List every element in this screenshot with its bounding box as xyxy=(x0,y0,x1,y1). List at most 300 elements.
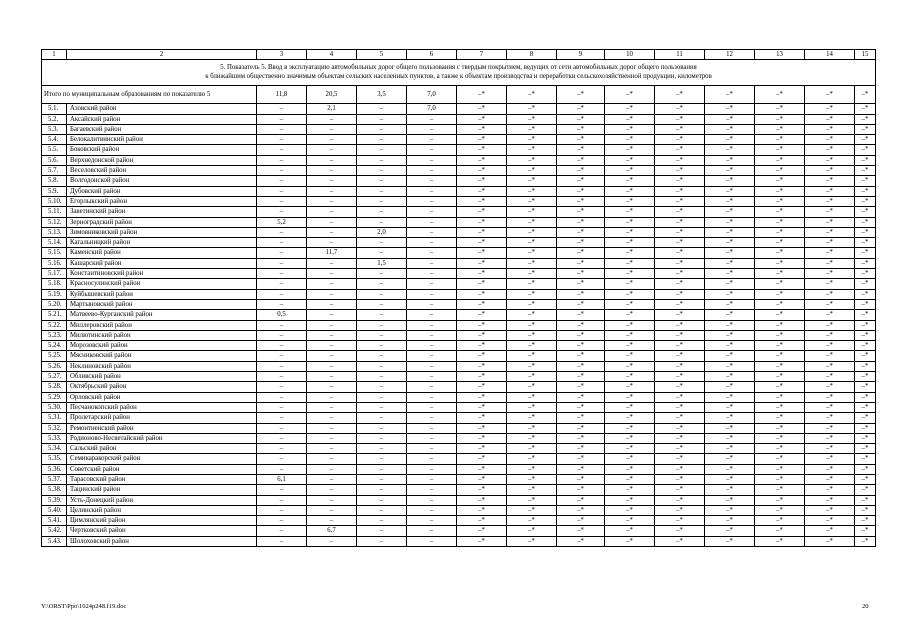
row-value: – xyxy=(357,505,407,515)
row-blank-value: –* xyxy=(507,269,557,279)
row-value: – xyxy=(257,258,307,268)
row-blank-value: –* xyxy=(705,423,755,433)
district-name: Аксайский район xyxy=(67,114,257,124)
row-number: 5.43. xyxy=(42,536,67,546)
row-number: 5.19. xyxy=(42,289,67,299)
row-blank-value: –* xyxy=(457,196,507,206)
row-value: – xyxy=(257,413,307,423)
row-blank-value: –* xyxy=(605,155,655,165)
row-blank-value: –* xyxy=(557,382,605,392)
row-blank-value: –* xyxy=(705,114,755,124)
row-blank-value: –* xyxy=(855,361,876,371)
row-blank-value: –* xyxy=(805,104,855,114)
row-number: 5.30. xyxy=(42,402,67,412)
row-blank-value: –* xyxy=(655,382,705,392)
row-blank-value: –* xyxy=(855,166,876,176)
table-row xyxy=(42,474,876,484)
row-blank-value: –* xyxy=(655,310,705,320)
row-blank-value: –* xyxy=(655,351,705,361)
column-number-6: 6 xyxy=(407,50,457,60)
row-value: – xyxy=(257,444,307,454)
row-blank-value: –* xyxy=(755,505,805,515)
row-blank-value: –* xyxy=(755,114,805,124)
row-number: 5.25. xyxy=(42,351,67,361)
row-value: – xyxy=(407,423,457,433)
row-blank-value: –* xyxy=(557,248,605,258)
row-blank-value: –* xyxy=(507,155,557,165)
total-value: 3,5 xyxy=(357,86,407,104)
row-blank-value: –* xyxy=(557,392,605,402)
row-blank-value: –* xyxy=(655,145,705,155)
row-blank-value: –* xyxy=(805,310,855,320)
row-blank-value: –* xyxy=(557,289,605,299)
table-row xyxy=(42,269,876,279)
column-number-14: 14 xyxy=(805,50,855,60)
table-row xyxy=(42,248,876,258)
row-blank-value: –* xyxy=(605,166,655,176)
row-blank-value: –* xyxy=(605,104,655,114)
row-value: – xyxy=(407,485,457,495)
district-name: Песчанокопский район xyxy=(67,402,257,412)
row-blank-value: –* xyxy=(557,196,605,206)
row-blank-value: –* xyxy=(755,372,805,382)
row-blank-value: –* xyxy=(755,207,805,217)
row-blank-value: –* xyxy=(705,104,755,114)
row-value: – xyxy=(357,320,407,330)
column-number-5: 5 xyxy=(357,50,407,60)
row-blank-value: –* xyxy=(805,238,855,248)
row-blank-value: –* xyxy=(705,382,755,392)
row-blank-value: –* xyxy=(805,372,855,382)
row-blank-value: –* xyxy=(507,104,557,114)
row-blank-value: –* xyxy=(805,135,855,145)
row-blank-value: –* xyxy=(507,186,557,196)
row-value: – xyxy=(307,495,357,505)
row-value: – xyxy=(307,145,357,155)
row-value: – xyxy=(257,279,307,289)
row-blank-value: –* xyxy=(855,444,876,454)
total-value: 7,0 xyxy=(407,86,457,104)
district-name: Красносулинский район xyxy=(67,279,257,289)
row-blank-value: –* xyxy=(705,299,755,309)
row-blank-value: –* xyxy=(705,279,755,289)
row-blank-value: –* xyxy=(605,382,655,392)
row-blank-value: –* xyxy=(805,382,855,392)
row-blank-value: –* xyxy=(805,124,855,134)
row-value: – xyxy=(257,248,307,258)
row-blank-value: –* xyxy=(655,196,705,206)
row-number: 5.40. xyxy=(42,505,67,515)
row-blank-value: –* xyxy=(755,536,805,546)
row-blank-value: –* xyxy=(507,474,557,484)
row-value: 6,7 xyxy=(307,526,357,536)
row-blank-value: –* xyxy=(507,351,557,361)
total-value: –* xyxy=(605,86,655,104)
district-name: Октябрьский район xyxy=(67,382,257,392)
row-blank-value: –* xyxy=(705,505,755,515)
row-blank-value: –* xyxy=(457,536,507,546)
row-blank-value: –* xyxy=(457,166,507,176)
row-value: – xyxy=(357,310,407,320)
table-row xyxy=(42,166,876,176)
footer-file-path: Y:\ORST\Ppo\1024p248.f19.doc xyxy=(41,603,127,610)
row-value: – xyxy=(307,392,357,402)
table-row xyxy=(42,495,876,505)
district-name: Багаевский район xyxy=(67,124,257,134)
row-number: 5.21. xyxy=(42,310,67,320)
row-blank-value: –* xyxy=(457,516,507,526)
row-blank-value: –* xyxy=(705,444,755,454)
row-blank-value: –* xyxy=(655,392,705,402)
title-row xyxy=(42,60,876,86)
row-value: – xyxy=(357,196,407,206)
row-value: – xyxy=(407,299,457,309)
row-value: – xyxy=(257,423,307,433)
row-value: – xyxy=(257,392,307,402)
total-value: –* xyxy=(507,86,557,104)
row-blank-value: –* xyxy=(755,258,805,268)
row-number: 5.39. xyxy=(42,495,67,505)
row-value: – xyxy=(307,186,357,196)
row-blank-value: –* xyxy=(507,176,557,186)
row-value: – xyxy=(307,310,357,320)
row-value: – xyxy=(407,505,457,515)
row-value: – xyxy=(407,413,457,423)
table-row xyxy=(42,145,876,155)
row-value: – xyxy=(257,289,307,299)
district-name: Белокалитвинский район xyxy=(67,135,257,145)
row-blank-value: –* xyxy=(605,186,655,196)
row-blank-value: –* xyxy=(605,495,655,505)
row-blank-value: –* xyxy=(655,289,705,299)
row-blank-value: –* xyxy=(805,495,855,505)
row-blank-value: –* xyxy=(507,444,557,454)
document-sheet xyxy=(41,49,875,547)
row-blank-value: –* xyxy=(507,372,557,382)
row-value: – xyxy=(407,454,457,464)
row-blank-value: –* xyxy=(557,351,605,361)
row-blank-value: –* xyxy=(705,196,755,206)
row-value: – xyxy=(357,248,407,258)
row-blank-value: –* xyxy=(457,372,507,382)
row-blank-value: –* xyxy=(605,196,655,206)
row-blank-value: –* xyxy=(605,423,655,433)
row-value: – xyxy=(307,166,357,176)
row-blank-value: –* xyxy=(855,423,876,433)
row-value: – xyxy=(407,289,457,299)
district-name: Заветинский район xyxy=(67,207,257,217)
row-blank-value: –* xyxy=(705,372,755,382)
row-blank-value: –* xyxy=(655,155,705,165)
row-value: – xyxy=(257,454,307,464)
table-row xyxy=(42,361,876,371)
row-blank-value: –* xyxy=(507,330,557,340)
row-blank-value: –* xyxy=(805,217,855,227)
row-blank-value: –* xyxy=(855,474,876,484)
row-number: 5.35. xyxy=(42,454,67,464)
row-blank-value: –* xyxy=(457,124,507,134)
row-blank-value: –* xyxy=(605,536,655,546)
district-name: Зерноградский район xyxy=(67,217,257,227)
row-blank-value: –* xyxy=(855,186,876,196)
row-value: – xyxy=(407,433,457,443)
row-value: – xyxy=(307,217,357,227)
table-row xyxy=(42,351,876,361)
row-blank-value: –* xyxy=(855,536,876,546)
row-blank-value: –* xyxy=(805,444,855,454)
row-number: 5.33. xyxy=(42,433,67,443)
row-blank-value: –* xyxy=(507,495,557,505)
row-blank-value: –* xyxy=(605,341,655,351)
row-blank-value: –* xyxy=(605,145,655,155)
row-value: – xyxy=(407,330,457,340)
row-blank-value: –* xyxy=(805,207,855,217)
row-blank-value: –* xyxy=(457,351,507,361)
row-blank-value: –* xyxy=(855,392,876,402)
row-blank-value: –* xyxy=(755,310,805,320)
row-blank-value: –* xyxy=(605,330,655,340)
row-blank-value: –* xyxy=(457,485,507,495)
row-blank-value: –* xyxy=(507,145,557,155)
total-value: –* xyxy=(655,86,705,104)
row-blank-value: –* xyxy=(557,207,605,217)
row-blank-value: –* xyxy=(507,258,557,268)
row-value: – xyxy=(257,320,307,330)
row-blank-value: –* xyxy=(557,104,605,114)
row-blank-value: –* xyxy=(457,135,507,145)
row-value: – xyxy=(257,299,307,309)
row-blank-value: –* xyxy=(507,433,557,443)
row-blank-value: –* xyxy=(755,227,805,237)
total-value: –* xyxy=(855,86,876,104)
table-row xyxy=(42,392,876,402)
row-number: 5.27. xyxy=(42,372,67,382)
row-blank-value: –* xyxy=(855,135,876,145)
row-number: 5.22. xyxy=(42,320,67,330)
row-value: – xyxy=(307,227,357,237)
row-blank-value: –* xyxy=(705,320,755,330)
row-value: – xyxy=(407,155,457,165)
row-blank-value: –* xyxy=(755,413,805,423)
row-blank-value: –* xyxy=(457,454,507,464)
row-blank-value: –* xyxy=(557,444,605,454)
total-value: 11,8 xyxy=(257,86,307,104)
row-blank-value: –* xyxy=(855,341,876,351)
column-number-row xyxy=(42,50,876,60)
district-name: Цимлянский район xyxy=(67,516,257,526)
row-blank-value: –* xyxy=(755,382,805,392)
row-blank-value: –* xyxy=(755,135,805,145)
row-blank-value: –* xyxy=(507,485,557,495)
row-blank-value: –* xyxy=(557,186,605,196)
table-row xyxy=(42,227,876,237)
row-value: – xyxy=(407,248,457,258)
row-blank-value: –* xyxy=(507,217,557,227)
row-blank-value: –* xyxy=(655,536,705,546)
row-blank-value: –* xyxy=(805,166,855,176)
row-blank-value: –* xyxy=(605,372,655,382)
row-number: 5.38. xyxy=(42,485,67,495)
column-number-1: 1 xyxy=(42,50,67,60)
row-number: 5.42. xyxy=(42,526,67,536)
row-blank-value: –* xyxy=(655,217,705,227)
row-value: – xyxy=(257,166,307,176)
row-blank-value: –* xyxy=(557,361,605,371)
row-blank-value: –* xyxy=(705,310,755,320)
row-number: 5.17. xyxy=(42,269,67,279)
row-value: – xyxy=(257,402,307,412)
row-blank-value: –* xyxy=(755,526,805,536)
row-value: – xyxy=(307,505,357,515)
row-value: – xyxy=(357,372,407,382)
row-value: – xyxy=(307,341,357,351)
row-blank-value: –* xyxy=(755,474,805,484)
district-name: Тацинский район xyxy=(67,485,257,495)
row-value: – xyxy=(257,145,307,155)
table-row xyxy=(42,433,876,443)
row-blank-value: –* xyxy=(855,114,876,124)
table-row xyxy=(42,217,876,227)
total-value: –* xyxy=(557,86,605,104)
district-name: Пролетарский район xyxy=(67,413,257,423)
row-value: – xyxy=(357,155,407,165)
district-name: Егорлыкский район xyxy=(67,196,257,206)
row-blank-value: –* xyxy=(855,310,876,320)
row-number: 5.32. xyxy=(42,423,67,433)
row-blank-value: –* xyxy=(705,341,755,351)
row-blank-value: –* xyxy=(755,341,805,351)
row-blank-value: –* xyxy=(507,135,557,145)
row-blank-value: –* xyxy=(507,536,557,546)
table-row xyxy=(42,413,876,423)
row-blank-value: –* xyxy=(457,279,507,289)
table-row xyxy=(42,310,876,320)
row-blank-value: –* xyxy=(655,166,705,176)
district-name: Миллеровский район xyxy=(67,320,257,330)
row-blank-value: –* xyxy=(855,238,876,248)
row-value: – xyxy=(407,258,457,268)
district-name: Константиновский район xyxy=(67,269,257,279)
row-blank-value: –* xyxy=(655,495,705,505)
row-blank-value: –* xyxy=(755,166,805,176)
row-blank-value: –* xyxy=(855,155,876,165)
row-value: – xyxy=(357,516,407,526)
row-blank-value: –* xyxy=(805,413,855,423)
row-blank-value: –* xyxy=(855,495,876,505)
row-value: – xyxy=(357,413,407,423)
district-name: Азовский район xyxy=(67,104,257,114)
row-blank-value: –* xyxy=(457,207,507,217)
row-value: – xyxy=(257,330,307,340)
row-blank-value: –* xyxy=(805,433,855,443)
total-row xyxy=(42,86,876,104)
row-value: – xyxy=(307,207,357,217)
row-blank-value: –* xyxy=(557,135,605,145)
column-number-15: 15 xyxy=(855,50,876,60)
table-row xyxy=(42,505,876,515)
column-number-13: 13 xyxy=(755,50,805,60)
row-value: – xyxy=(357,269,407,279)
row-value: – xyxy=(407,124,457,134)
district-name: Каменский район xyxy=(67,248,257,258)
row-blank-value: –* xyxy=(507,341,557,351)
row-value: – xyxy=(307,433,357,443)
table-row xyxy=(42,341,876,351)
row-blank-value: –* xyxy=(605,320,655,330)
row-blank-value: –* xyxy=(655,474,705,484)
column-number-7: 7 xyxy=(457,50,507,60)
row-value: – xyxy=(307,114,357,124)
row-value: – xyxy=(407,238,457,248)
row-blank-value: –* xyxy=(655,505,705,515)
row-blank-value: –* xyxy=(755,433,805,443)
row-blank-value: –* xyxy=(507,454,557,464)
row-blank-value: –* xyxy=(457,423,507,433)
row-number: 5.1. xyxy=(42,104,67,114)
district-name: Шолоховский район xyxy=(67,536,257,546)
total-value: 20,5 xyxy=(307,86,357,104)
row-blank-value: –* xyxy=(855,299,876,309)
row-value: – xyxy=(357,536,407,546)
row-blank-value: –* xyxy=(755,485,805,495)
row-blank-value: –* xyxy=(805,248,855,258)
row-value: – xyxy=(407,526,457,536)
table-row xyxy=(42,207,876,217)
row-value: – xyxy=(407,186,457,196)
total-value: –* xyxy=(805,86,855,104)
column-number-4: 4 xyxy=(307,50,357,60)
row-value: 5,2 xyxy=(257,217,307,227)
table-row xyxy=(42,382,876,392)
row-blank-value: –* xyxy=(457,176,507,186)
row-value: – xyxy=(307,516,357,526)
row-value: – xyxy=(257,124,307,134)
row-blank-value: –* xyxy=(605,413,655,423)
row-value: – xyxy=(407,217,457,227)
row-blank-value: –* xyxy=(557,217,605,227)
table-body xyxy=(42,50,876,547)
row-blank-value: –* xyxy=(557,238,605,248)
row-value: – xyxy=(257,155,307,165)
district-name: Мартыновский район xyxy=(67,299,257,309)
row-blank-value: –* xyxy=(655,402,705,412)
row-value: – xyxy=(307,402,357,412)
row-blank-value: –* xyxy=(705,166,755,176)
row-value: – xyxy=(407,444,457,454)
row-blank-value: –* xyxy=(655,320,705,330)
title-line-1: 5. Показатель 5. Ввод в эксплуатацию автомобильных дорог общего пользования с твердым покрытием, ведущих от сети автомобильных дорог общего пользования xyxy=(220,64,697,72)
row-blank-value: –* xyxy=(755,495,805,505)
row-blank-value: –* xyxy=(805,320,855,330)
row-blank-value: –* xyxy=(755,186,805,196)
row-value: – xyxy=(307,155,357,165)
row-blank-value: –* xyxy=(605,392,655,402)
table-row xyxy=(42,124,876,134)
table-row xyxy=(42,258,876,268)
column-number-12: 12 xyxy=(705,50,755,60)
column-number-9: 9 xyxy=(557,50,605,60)
row-value: – xyxy=(307,135,357,145)
table-row xyxy=(42,104,876,114)
row-value: 1,5 xyxy=(357,258,407,268)
row-value: – xyxy=(257,351,307,361)
row-blank-value: –* xyxy=(855,207,876,217)
row-blank-value: –* xyxy=(805,145,855,155)
row-blank-value: –* xyxy=(855,433,876,443)
district-name: Тарасовский район xyxy=(67,474,257,484)
row-blank-value: –* xyxy=(705,145,755,155)
row-blank-value: –* xyxy=(557,536,605,546)
